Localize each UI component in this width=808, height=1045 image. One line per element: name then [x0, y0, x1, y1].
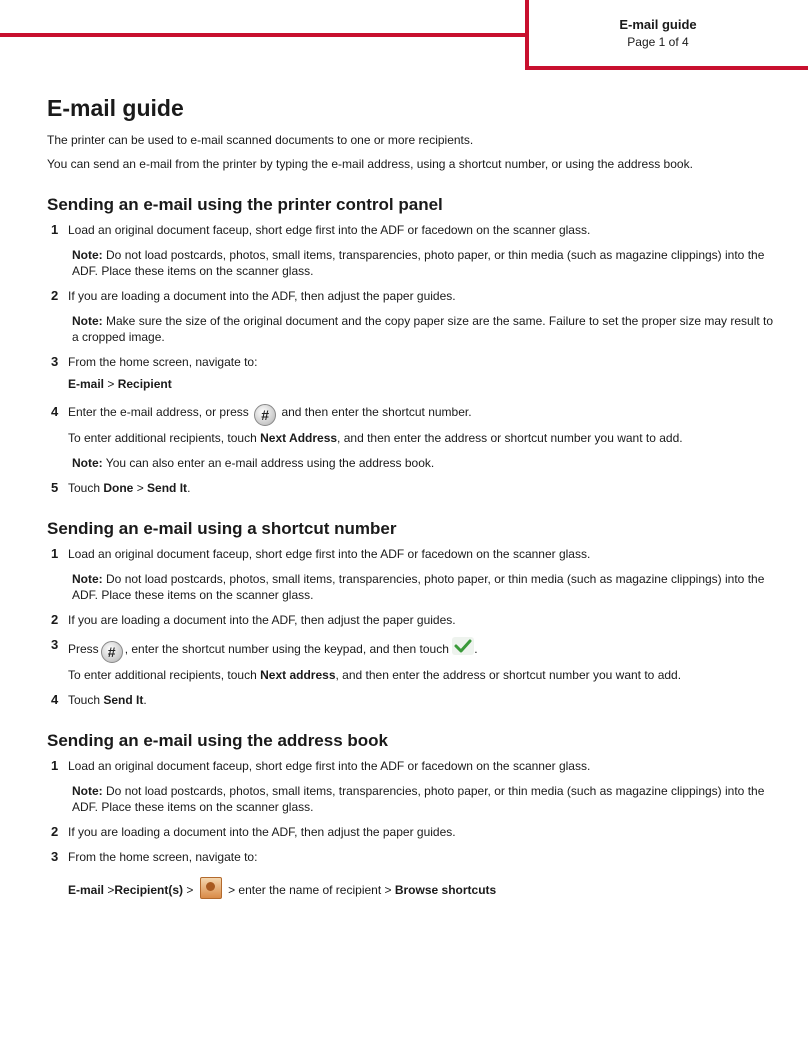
s2-note-1 [72, 571, 777, 603]
detail-text-cont: , and then enter the address or shortcut number you want to add. [337, 431, 683, 445]
note-text: Do not load postcards, photos, small items, transparencies, photo paper, or thin media (such as magazine clippings) into the ADF. Place these items on the scanner glass. [72, 248, 765, 278]
s2-step-3-detail [68, 667, 777, 683]
step-number: 3 [51, 637, 59, 652]
step-text: If you are loading a document into the ADF, then adjust the paper guides. [68, 825, 456, 839]
page-header [560, 16, 756, 51]
green-checkmark-icon [452, 637, 474, 655]
s2-step-4 [47, 692, 777, 708]
s2-step-1 [47, 546, 777, 562]
send-it-label: Send It [103, 693, 144, 707]
s3-note-1 [72, 783, 777, 815]
note-label: Note: [72, 456, 103, 470]
next-address-label: Next address [260, 668, 336, 682]
path-recipient: Recipient [117, 377, 172, 391]
path-separator: > [183, 883, 197, 897]
period: . [474, 642, 478, 656]
document-title: E-mail guide [47, 95, 184, 121]
section-heading-shortcut-number: Sending an e-mail using a shortcut number [47, 519, 397, 538]
hash-key-icon: # [101, 641, 123, 663]
step-text-cont: and then enter the shortcut number. [281, 405, 472, 419]
detail-text: To enter additional recipients, touch [68, 668, 261, 682]
path-separator: > [104, 883, 115, 897]
browse-shortcuts-label: Browse shortcuts [394, 883, 497, 897]
step-text: Load an original document faceup, short edge first into the ADF or facedown on the scanner glass. [68, 223, 591, 237]
step-text: From the home screen, navigate to: [68, 355, 258, 369]
document-body [47, 94, 777, 908]
note-text: Make sure the size of the original document and the copy paper size are the same. Failure to set the proper size may result to a cropped image. [72, 314, 774, 344]
header-title: E-mail guide [619, 17, 697, 32]
path-separator: > [133, 481, 148, 495]
step-text: Enter the e-mail address, or press [68, 405, 249, 419]
s1-step-5 [47, 480, 777, 496]
s1-note-4 [72, 455, 777, 471]
step-number: 3 [51, 849, 59, 864]
s1-navigation-path [68, 376, 777, 392]
path-separator: > [104, 377, 118, 391]
note-text: You can also enter an e-mail address using the address book. [105, 456, 435, 470]
step-text-cont: , enter the shortcut number using the keypad, and then touch [124, 642, 449, 656]
header-page-number: Page 1 of 4 [627, 35, 689, 49]
step-text: Load an original document faceup, short edge first into the ADF or facedown on the scanner glass. [68, 759, 591, 773]
intro-paragraph-1: The printer can be used to e-mail scanned documents to one or more recipients. [47, 133, 474, 147]
s3-navigation-path [68, 877, 777, 899]
step-text: If you are loading a document into the ADF, then adjust the paper guides. [68, 289, 456, 303]
intro-paragraph-2: You can send an e-mail from the printer by typing the e-mail address, using a shortcut number, or using the address book. [47, 157, 693, 171]
section-heading-address-book: Sending an e-mail using the address book [47, 731, 389, 750]
step-number: 5 [51, 480, 59, 495]
detail-text-cont: , and then enter the address or shortcut number you want to add. [335, 668, 682, 682]
step-number: 1 [51, 758, 59, 773]
note-label: Note: [72, 572, 103, 586]
step-text: If you are loading a document into the ADF, then adjust the paper guides. [68, 613, 456, 627]
step-number: 3 [51, 354, 59, 369]
step-text: Press [68, 642, 99, 656]
step-text: Touch [68, 693, 104, 707]
s1-step-4-detail [68, 430, 777, 446]
send-it-label: Send It [147, 481, 188, 495]
step-text: Touch [68, 481, 104, 495]
s1-note-1 [72, 247, 777, 279]
s3-step-1 [47, 758, 777, 774]
hash-key-icon: # [254, 404, 276, 426]
s1-note-2 [72, 313, 777, 345]
step-number: 2 [51, 612, 59, 627]
step-number: 4 [51, 404, 59, 419]
s3-step-2 [47, 824, 777, 840]
address-book-icon [200, 877, 222, 899]
path-email: E-mail [68, 883, 105, 897]
s1-step-4 [47, 404, 777, 426]
note-label: Note: [72, 784, 103, 798]
period: . [143, 693, 147, 707]
path-email: E-mail [68, 377, 105, 391]
s2-step-2 [47, 612, 777, 628]
period: . [187, 481, 191, 495]
note-text: Do not load postcards, photos, small items, transparencies, photo paper, or thin media (such as magazine clippings) into the ADF. Place these items on the scanner glass. [72, 572, 765, 602]
s1-step-3 [47, 354, 777, 370]
note-text: Do not load postcards, photos, small items, transparencies, photo paper, or thin media (such as magazine clippings) into the ADF. Place these items on the scanner glass. [72, 784, 765, 814]
detail-text: To enter additional recipients, touch [68, 431, 261, 445]
next-address-label: Next Address [260, 431, 338, 445]
step-text: From the home screen, navigate to: [68, 850, 258, 864]
note-label: Note: [72, 248, 103, 262]
s2-step-3 [47, 637, 777, 663]
s1-step-1 [47, 222, 777, 238]
header-red-rule [0, 33, 528, 37]
note-label: Note: [72, 314, 103, 328]
step-number: 2 [51, 288, 59, 303]
path-middle-text: > enter the name of recipient > [224, 883, 395, 897]
step-number: 4 [51, 692, 59, 707]
step-number: 1 [51, 546, 59, 561]
path-recipients: Recipient(s) [114, 883, 184, 897]
done-label: Done [103, 481, 134, 495]
step-number: 1 [51, 222, 59, 237]
section-heading-control-panel: Sending an e-mail using the printer control panel [47, 195, 443, 214]
s3-step-3 [47, 849, 777, 865]
s1-step-2 [47, 288, 777, 304]
step-text: Load an original document faceup, short edge first into the ADF or facedown on the scanner glass. [68, 547, 591, 561]
step-number: 2 [51, 824, 59, 839]
